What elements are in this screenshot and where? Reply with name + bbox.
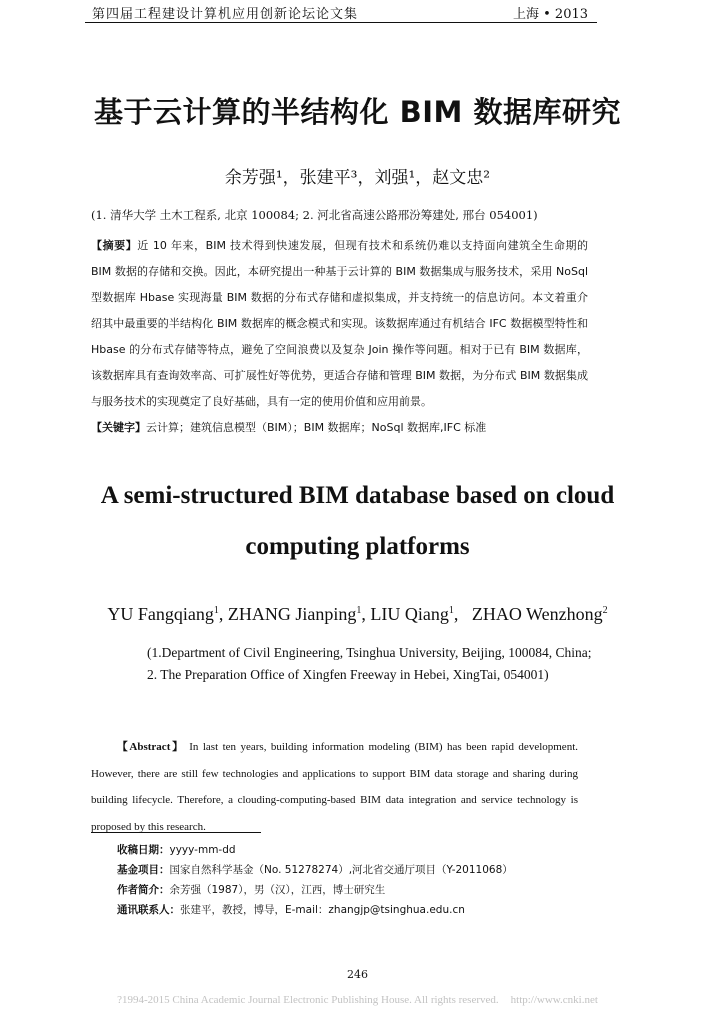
footnote-received-date: 收稿日期：yyyy-mm-dd	[117, 844, 236, 856]
chinese-authors: 余芳强¹，张建平³，刘强¹，赵文忠²	[224, 168, 491, 188]
author-affil-mark: 1	[448, 605, 454, 616]
english-title-line-1: A semi-structured BIM database based on cloud	[100, 482, 615, 509]
author-affil-mark: 1	[213, 605, 219, 616]
author-name: ZHANG Jianping	[227, 604, 357, 624]
footnote-corresponding-author: 通讯联系人：张建平，教授，博导，E-mail：zhangjp@tsinghua.edu.cn	[117, 904, 465, 916]
author-affil-mark: 2	[602, 605, 608, 616]
abstract-text-cn: 近 10 年来，BIM 技术得到快速发展，但现有技术和系统仍难以支持面向建筑全生命期的 BIM 数据的存储和交换。因此，本研究提出一种基于云计算的 BIM 数据集成与服务技术，采用 NoSql 型数据库 Hbase 实现海量 BIM 数据的分布式存储和虚拟集成，并支持统一的信息访问。本文着重介绍其中最重要的半结构化 BIM 数据库的概念模式和实现。该数据库通过有机结合 IFC 数据模型特性和 Hbase 的分布式存储等特点，避免了空间浪费以及复杂 Join 操作等问题。相对于已有 BIM 数据库，该数据库具有查询效率高、可扩展性好等优势，更适合存储和管理 BIM 数据，为分布式 BIM 数据集成与服务技术的实现奠定了良好基础，具有一定的使用价值和应用前景。	[91, 239, 589, 408]
footnote-author-bio: 作者简介：余芳强（1987），男（汉），江西，博士研究生	[117, 884, 386, 896]
english-title-line-2: computing platforms	[245, 533, 470, 560]
author-affil-mark: 1	[356, 605, 362, 616]
page-number: 246	[347, 968, 368, 981]
chinese-abstract	[91, 233, 588, 415]
chinese-abstract-block	[91, 233, 588, 441]
footnote-funding: 基金项目：国家自然科学基金（No. 51278274）,河北省交通厅项目（Y-2011068）	[117, 864, 513, 876]
footnote-rule	[91, 832, 261, 833]
author-name: ZHAO Wenzhong	[471, 604, 603, 624]
author-name: YU Fangqiang	[107, 604, 214, 624]
author-name: LIU Qiang	[370, 604, 449, 624]
running-header-location: 上海 • 2013	[513, 7, 589, 22]
abstract-label-en: 【Abstract】	[115, 741, 185, 753]
english-abstract	[91, 734, 578, 840]
abstract-label-cn: 【摘要】	[91, 239, 138, 252]
copyright-url: http://www.cnki.net	[510, 994, 598, 1006]
copyright-watermark	[0, 994, 715, 1006]
english-authors: YU Fangqiang$^1$, ZHANG Jianping$^1$, LIU Qiang$^1$, ZHAO Wenzhong$^2$	[107, 604, 608, 624]
english-affiliation-2: 2. The Preparation Office of Xingfen Freeway in Hebei, XingTai, 054001)	[147, 667, 549, 682]
chinese-keywords	[91, 415, 588, 441]
keywords-label: 【关键字】	[91, 421, 146, 434]
keywords-text: 云计算；建筑信息模型（BIM）；BIM 数据库；NoSql 数据库,IFC 标准	[146, 421, 487, 434]
abstract-text-en: In last ten years, building information modeling (BIM) has been rapid development. However, there are still few technologies and applications to support BIM data storage and sharing during building lifecycle. Therefore, a clouding-computing-based BIM data integration and service technology is proposed by this research.	[91, 741, 578, 833]
chinese-title: 基于云计算的半结构化 BIM 数据库研究	[94, 95, 621, 129]
english-affiliation-1: (1.Department of Civil Engineering, Tsinghua University, Beijing, 100084, China;	[147, 645, 592, 660]
copyright-text: ?1994-2015 China Academic Journal Electronic Publishing House. All rights reserved.	[117, 994, 499, 1006]
header-rule	[85, 22, 597, 23]
running-header-title: 第四届工程建设计算机应用创新论坛论文集	[92, 7, 359, 22]
chinese-affiliation: (1. 清华大学 土木工程系, 北京 100084; 2. 河北省高速公路邢汾筹建处, 邢台 054001)	[91, 208, 538, 222]
